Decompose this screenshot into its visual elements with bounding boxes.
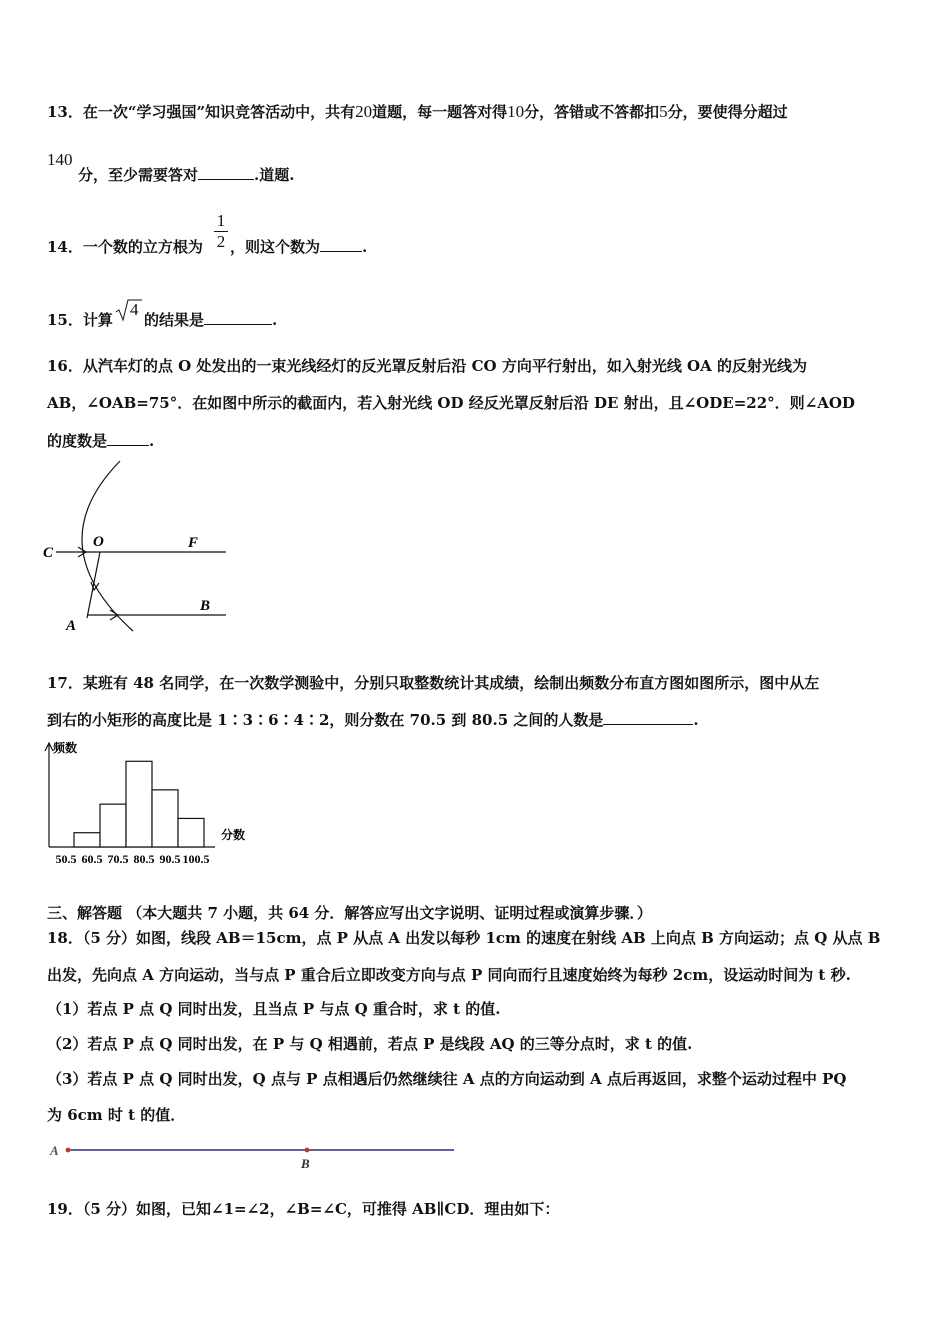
q15-answer-blank [204,311,272,325]
q17-answer-blank [603,711,693,725]
q18-part3-cont: 为 6cm 时 t 的值． [47,1106,186,1124]
q15-line-tail: 的结果是 . [144,311,278,329]
q16-line2: AB，∠OAB=75°．在如图中所示的截面内，若入射光线 OD 经反光罩反射后沿 DE 射出，且∠ODE=22°．则∠AOD [47,394,855,412]
tick-label: 70.5 [107,852,129,866]
tick-label: 80.5 [133,852,155,866]
point-A [66,1148,71,1153]
histogram-bar [100,804,126,847]
q18-segment-figure [44,1138,464,1172]
q19-line1: 19．（5 分）如图，已知∠1=∠2，∠B=∠C，可推得 AB∥CD．理由如下： [47,1200,560,1218]
histogram-bar [74,833,100,847]
q15-sqrt: 4 [115,298,143,322]
label-F: F [188,535,199,551]
label-B: B [301,1156,310,1171]
tick-label: 90.5 [159,852,181,866]
section3-title: 三、解答题 （本大题共 7 小题，共 64 分．解答应写出文字说明、证明过程或演算步骤．） [47,904,652,922]
q13-line1: 13．在一次“学习强国”知识竞答活动中，共有20道题，每一题答对得10分，答错或不答都扣5分，要使得分超过 [47,102,788,121]
histogram-bar [152,790,178,847]
histogram-bars [74,761,204,847]
q18-line1: 18．（5 分）如图，线段 AB＝15cm，点 P 从点 A 出发以每秒 1cm 的速度在射线 AB 上向点 B 方向运动；点 Q 从点 B [47,929,881,947]
q14-answer-blank [320,238,362,252]
q18-part3: （3）若点 P 点 Q 同时出发，Q 点与 P 点相遇后仍然继续往 A 点的方向运动到 A 点后再返回，求整个运动过程中 PQ [47,1070,847,1088]
label-O: O [93,534,104,550]
tick-label: 50.5 [55,852,77,866]
q13-answer-blank [198,166,254,180]
histogram-ticks [56,852,210,866]
q16-answer-blank [107,432,149,446]
y-axis-label: 频数 [53,741,78,755]
histogram-bar [126,761,152,847]
q14-line: 14．一个数的立方根为 [47,238,203,256]
q16-line1: 16．从汽车灯的点 O 处发出的一束光线经灯的反光罩反射后沿 CO 方向平行射出，如入射光线 OA 的反射光线为 [47,357,807,375]
q16-reflector-figure [38,455,238,635]
point-B [305,1148,310,1153]
q17-line2: 到右的小矩形的高度比是 1∶3∶6∶4∶2，则分数在 70.5 到 80.5 之间的人数是 . [47,711,699,729]
label-C: C [43,545,54,561]
q15-line: 15．计算 [47,311,113,329]
q17-line1: 17．某班有 48 名同学，在一次数学测验中，分别只取整数统计其成绩，绘制出频数分布直方图如图所示，图中从左 [47,674,820,692]
label-B: B [200,598,211,614]
q14-line-tail: ，则这个数为 . [230,238,368,256]
q16-line3: 的度数是 . [47,432,155,450]
q17-histogram [40,738,260,870]
q14-fraction: 1 2 [212,211,230,252]
q18-part1: （1）若点 P 点 Q 同时出发，且当点 P 与点 Q 重合时，求 t 的值. [47,1000,501,1018]
q13-number-140: 140 [47,150,73,169]
x-axis-label: 分数 [221,828,246,842]
tick-label: 100.5 [182,852,210,866]
tick-label: 60.5 [81,852,103,866]
label-A: A [66,618,77,634]
q18-part2: （2）若点 P 点 Q 同时出发，在 P 与 Q 相遇前，若点 P 是线段 AQ 的三等分点时，求 t 的值. [47,1035,693,1053]
q13-line2: 分，至少需要答对 .道题. [78,166,295,184]
q18-line2: 出发，先向点 A 方向运动，当与点 P 重合后立即改变方向与点 P 同向而行且速度始终为每秒 2cm，设运动时间为 t 秒. [47,966,851,984]
histogram-bar [178,818,204,847]
label-A: A [50,1143,59,1158]
